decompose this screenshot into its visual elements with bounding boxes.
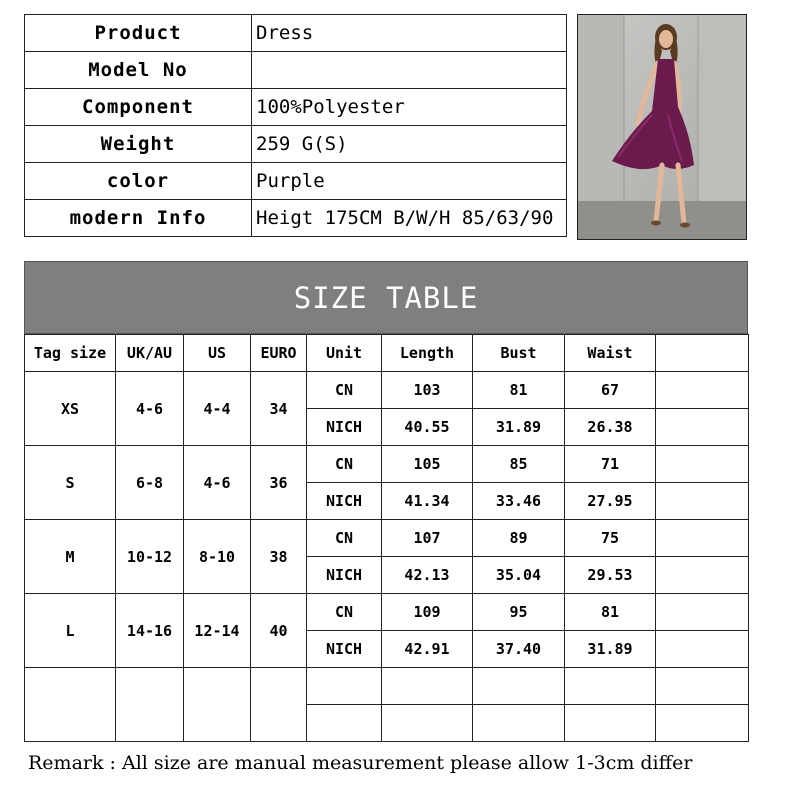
- table-row-empty: [25, 668, 749, 705]
- cell-tag-size: L: [25, 594, 116, 668]
- info-row-product: [25, 15, 567, 52]
- cell-bust: 89: [473, 520, 565, 557]
- info-value: 100%Polyester: [252, 89, 567, 126]
- info-key: Component: [25, 89, 252, 126]
- cell-unit: CN: [307, 446, 382, 483]
- cell-empty: [116, 668, 184, 742]
- table-row: [25, 446, 749, 483]
- cell-empty: [251, 668, 307, 742]
- cell-unit: NICH: [307, 409, 382, 446]
- header-us: US: [184, 335, 251, 372]
- cell-empty: [565, 705, 656, 742]
- info-row-model-no: [25, 52, 567, 89]
- info-value: Heigt 175CM B/W/H 85/63/90: [252, 200, 567, 237]
- header-waist: Waist: [565, 335, 656, 372]
- cell-euro: 34: [251, 372, 307, 446]
- cell-empty: [473, 705, 565, 742]
- cell-empty: [25, 668, 116, 742]
- info-row-model-info: [25, 200, 567, 237]
- cell-bust: 33.46: [473, 483, 565, 520]
- header-euro: EURO: [251, 335, 307, 372]
- cell-bust: 85: [473, 446, 565, 483]
- cell-empty: [656, 631, 749, 668]
- cell-waist: 26.38: [565, 409, 656, 446]
- cell-waist: 31.89: [565, 631, 656, 668]
- info-key: Model No: [25, 52, 252, 89]
- cell-waist: 67: [565, 372, 656, 409]
- cell-length: 107: [382, 520, 473, 557]
- cell-uk-au: 14-16: [116, 594, 184, 668]
- info-key: color: [25, 163, 252, 200]
- cell-empty: [307, 668, 382, 705]
- info-value: Purple: [252, 163, 567, 200]
- cell-tag-size: M: [25, 520, 116, 594]
- header-bust: Bust: [473, 335, 565, 372]
- cell-us: 12-14: [184, 594, 251, 668]
- cell-waist: 29.53: [565, 557, 656, 594]
- header-tag-size: Tag size: [25, 335, 116, 372]
- cell-length: 42.13: [382, 557, 473, 594]
- cell-uk-au: 6-8: [116, 446, 184, 520]
- cell-length: 103: [382, 372, 473, 409]
- cell-empty: [382, 705, 473, 742]
- cell-empty: [656, 520, 749, 557]
- cell-empty: [307, 705, 382, 742]
- cell-empty: [656, 372, 749, 409]
- cell-euro: 40: [251, 594, 307, 668]
- size-table: [24, 334, 749, 742]
- cell-empty: [656, 483, 749, 520]
- product-info-table: [24, 14, 567, 237]
- cell-empty: [656, 409, 749, 446]
- cell-bust: 37.40: [473, 631, 565, 668]
- info-key: Product: [25, 15, 252, 52]
- info-row-weight: [25, 126, 567, 163]
- cell-empty: [382, 668, 473, 705]
- cell-bust: 35.04: [473, 557, 565, 594]
- cell-euro: 36: [251, 446, 307, 520]
- cell-waist: 71: [565, 446, 656, 483]
- cell-empty: [656, 446, 749, 483]
- cell-us: 8-10: [184, 520, 251, 594]
- cell-tag-size: S: [25, 446, 116, 520]
- cell-unit: CN: [307, 594, 382, 631]
- cell-waist: 27.95: [565, 483, 656, 520]
- header-uk-au: UK/AU: [116, 335, 184, 372]
- cell-bust: 31.89: [473, 409, 565, 446]
- size-table-header: [25, 335, 749, 372]
- cell-empty: [656, 705, 749, 742]
- model-photo: [577, 14, 747, 240]
- size-table-title: SIZE TABLE: [24, 261, 748, 334]
- model-illustration: [578, 15, 746, 239]
- cell-length: 40.55: [382, 409, 473, 446]
- cell-unit: CN: [307, 520, 382, 557]
- info-key: modern Info: [25, 200, 252, 237]
- cell-bust: 81: [473, 372, 565, 409]
- info-value: 259 G(S): [252, 126, 567, 163]
- cell-tag-size: XS: [25, 372, 116, 446]
- cell-length: 42.91: [382, 631, 473, 668]
- cell-us: 4-6: [184, 446, 251, 520]
- cell-empty: [656, 594, 749, 631]
- header-unit: Unit: [307, 335, 382, 372]
- table-row: [25, 594, 749, 631]
- cell-empty: [473, 668, 565, 705]
- cell-uk-au: 10-12: [116, 520, 184, 594]
- cell-us: 4-4: [184, 372, 251, 446]
- info-row-component: [25, 89, 567, 126]
- cell-empty: [184, 668, 251, 742]
- remark-text: Remark : All size are manual measurement please allow 1-3cm differ: [28, 752, 693, 774]
- cell-length: 41.34: [382, 483, 473, 520]
- cell-unit: NICH: [307, 483, 382, 520]
- info-value: Dress: [252, 15, 567, 52]
- cell-length: 109: [382, 594, 473, 631]
- table-row: [25, 520, 749, 557]
- info-value: [252, 52, 567, 89]
- cell-empty: [565, 668, 656, 705]
- cell-empty: [656, 668, 749, 705]
- cell-empty: [656, 557, 749, 594]
- cell-uk-au: 4-6: [116, 372, 184, 446]
- cell-unit: NICH: [307, 557, 382, 594]
- cell-waist: 81: [565, 594, 656, 631]
- cell-euro: 38: [251, 520, 307, 594]
- info-key: Weight: [25, 126, 252, 163]
- table-row: [25, 372, 749, 409]
- cell-length: 105: [382, 446, 473, 483]
- cell-waist: 75: [565, 520, 656, 557]
- cell-unit: CN: [307, 372, 382, 409]
- header-length: Length: [382, 335, 473, 372]
- info-row-color: [25, 163, 567, 200]
- header-empty: [656, 335, 749, 372]
- cell-bust: 95: [473, 594, 565, 631]
- cell-unit: NICH: [307, 631, 382, 668]
